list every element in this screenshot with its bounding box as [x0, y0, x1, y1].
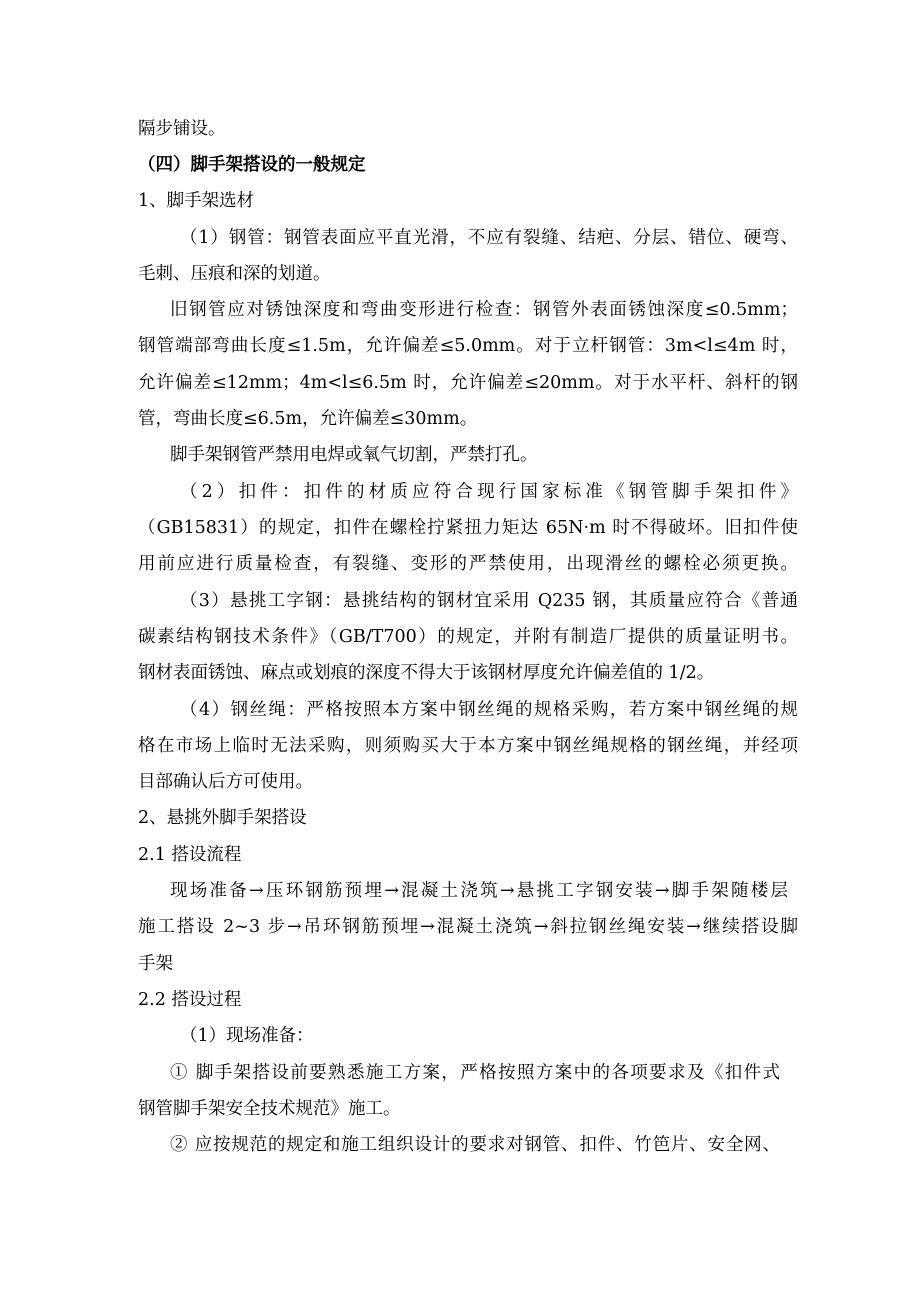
text-line: 脚手架钢管严禁用电焊或氧气切割，严禁打孔。	[170, 445, 538, 465]
text-line: 用前应进行质量检查，有裂缝、变形的严禁使用，出现滑丝的螺栓必须更换。	[138, 554, 798, 574]
section-heading: （四）脚手架搭设的一般规定	[138, 155, 366, 175]
text-line: 钢管脚手架安全技术规范》施工。	[138, 1099, 401, 1119]
text-line: 钢材表面锈蚀、麻点或划痕的深度不得大于该钢材厚度允许偏差值的 1/2。	[138, 663, 715, 683]
text-line: ① 脚手架搭设前要熟悉施工方案，严格按照方案中的各项要求及《扣件式	[170, 1063, 780, 1083]
text-line: （3）悬挑工字钢：悬挑结构的钢材宜采用 Q235 钢，其质量应符合《普通	[180, 591, 798, 611]
subsection-heading: 2、悬挑外脚手架搭设	[138, 808, 307, 828]
text-line: 碳素结构钢技术条件》（GB/T700）的规定，并附有制造厂提供的质量证明书。	[138, 627, 798, 647]
text-line: （1）现场准备：	[180, 1026, 314, 1046]
text-line: 现场准备→压环钢筋预埋→混凝土浇筑→悬挑工字钢安装→脚手架随楼层	[170, 881, 788, 901]
text-line: 允许偏差≤12mm；4m<l≤6.5m 时，允许偏差≤20mm。对于水平杆、斜杆的钢	[138, 373, 798, 393]
text-line: 隔步铺设。	[138, 119, 226, 139]
text-line: （4）钢丝绳：严格按照本方案中钢丝绳的规格采购，若方案中钢丝绳的规	[180, 700, 798, 720]
text-line: 格在市场上临时无法采购，则须购买大于本方案中钢丝绳规格的钢丝绳，并经项	[138, 736, 798, 756]
text-line: （GB15831）的规定，扣件在螺栓拧紧扭力矩达 65N·m 时不得破坏。旧扣件使	[138, 518, 798, 538]
subsection-heading: 2.1 搭设流程	[138, 845, 242, 865]
text-line: 管，弯曲长度≤6.5m，允许偏差≤30mm。	[138, 409, 478, 429]
text-line: 毛刺、压痕和深的划道。	[138, 264, 331, 284]
text-line: （1）钢管：钢管表面应平直光滑，不应有裂缝、结疤、分层、错位、硬弯、	[180, 228, 798, 248]
text-line: 钢管端部弯曲长度≤1.5m，允许偏差≤5.0mm。对于立杆钢管：3m<l≤4m 时，	[138, 336, 798, 356]
text-line: 施工搭设 2~3 步→吊环钢筋预埋→混凝土浇筑→斜拉钢丝绳安装→继续搭设脚	[138, 917, 798, 937]
subsection-heading: 1、脚手架选材	[138, 191, 255, 211]
text-line: 旧钢管应对锈蚀深度和弯曲变形进行检查：钢管外表面锈蚀深度≤0.5mm；	[170, 300, 798, 320]
subsection-heading: 2.2 搭设过程	[138, 990, 242, 1010]
text-line: 目部确认后方可使用。	[138, 772, 313, 792]
text-line: ② 应按规范的规定和施工组织设计的要求对钢管、扣件、竹笆片、安全网、	[170, 1135, 780, 1155]
text-line: 手架	[138, 954, 173, 974]
text-line: （2）扣件：扣件的材质应符合现行国家标准《钢管脚手架扣件》	[180, 482, 798, 502]
